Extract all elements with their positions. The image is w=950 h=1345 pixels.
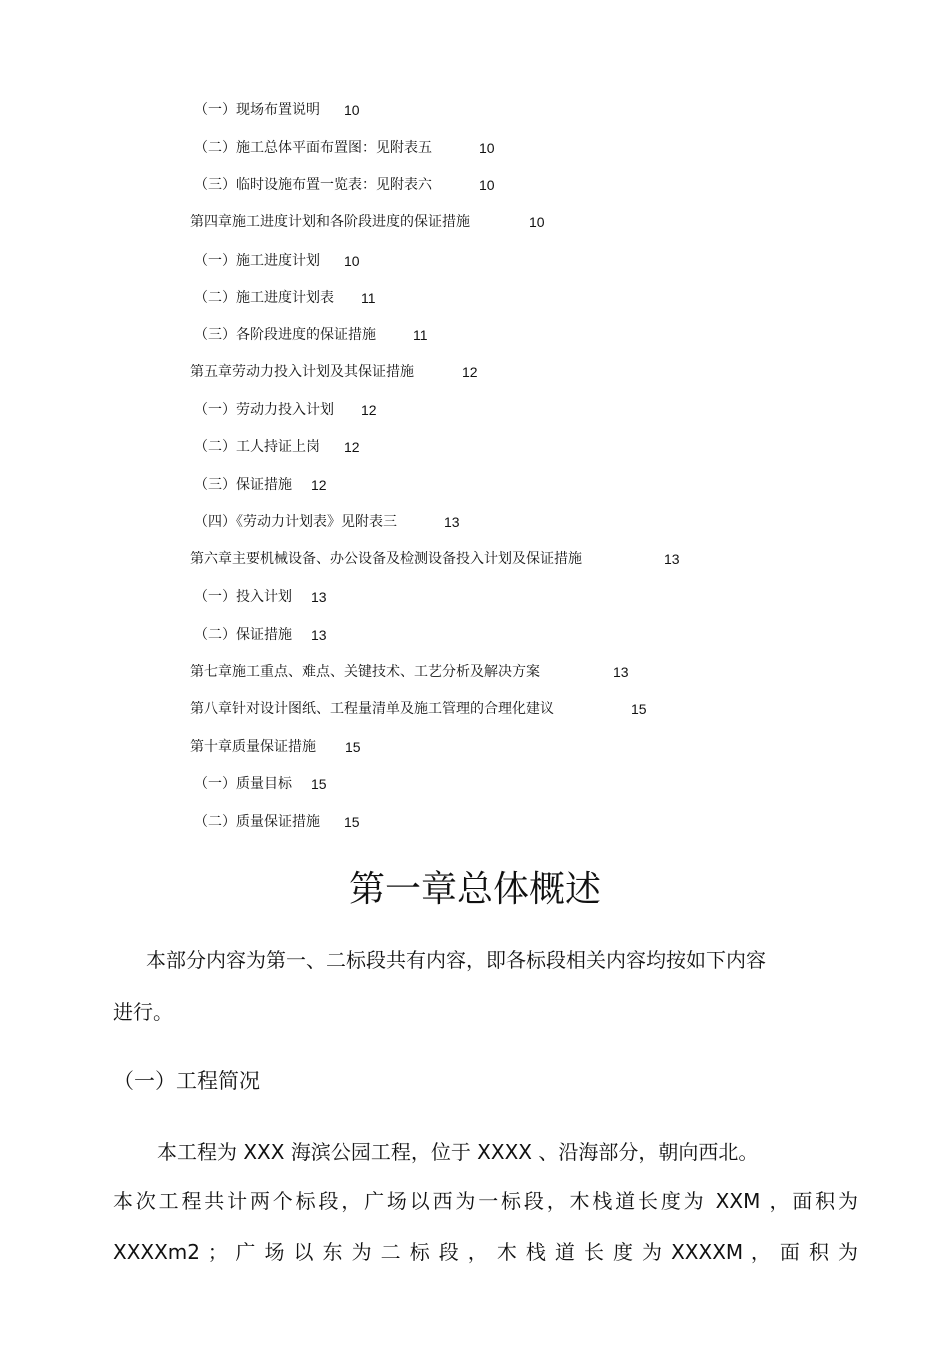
toc-entry-page: 13 [664,551,680,567]
toc-entry-text: 第八章针对设计图纸、工程量清单及施工管理的合理化建议 [190,701,554,717]
toc-entry-text: （一）投入计划 [194,589,292,605]
toc-entry-page: 12 [344,439,360,455]
toc-entry-page: 13 [311,589,327,605]
toc-entry-text: （一）现场布置说明 [194,102,320,118]
toc-entry-text: 第六章主要机械设备、办公设备及检测设备投入计划及保证措施 [190,551,582,567]
toc-entry-text: （二）保证措施 [194,627,292,643]
intro-line-2: 进行。 [113,1000,173,1024]
toc-entry-page: 12 [462,364,478,380]
toc-entry-text: （二）工人持证上岗 [194,439,320,455]
toc-entry-page: 13 [311,627,327,643]
toc-entry-text: （一）施工进度计划 [194,253,320,269]
toc-entry-page: 15 [311,776,327,792]
toc-entry-text: （三）临时设施布置一览表：见附表六 [194,177,432,193]
toc-entry-page: 15 [344,814,360,830]
toc-entry-text: （一）质量目标 [194,776,292,792]
toc-entry-page: 15 [345,739,361,755]
toc-entry-page: 10 [344,102,360,118]
toc-entry-page: 10 [344,253,360,269]
toc-entry-text: （三）保证措施 [194,477,292,493]
toc-entry-page: 10 [529,214,545,230]
toc-entry-page: 13 [444,514,460,530]
section-body-line-1: 本工程为 XXX 海滨公园工程，位于 XXXX 、沿海部分，朝向西北。 [157,1140,759,1164]
section-heading: （一）工程简况 [113,1069,260,1093]
toc-entry-page: 15 [631,701,647,717]
toc-entry-text: 第七章施工重点、难点、关键技术、工艺分析及解决方案 [190,664,540,680]
toc-entry-page: 10 [479,140,495,156]
toc-entry-text: 第五章劳动力投入计划及其保证措施 [190,364,414,380]
toc-entry-text: （二）施工总体平面布置图：见附表五 [194,140,432,156]
toc-entry-page: 11 [413,327,428,343]
toc-entry-text: 第四章施工进度计划和各阶段进度的保证措施 [190,214,470,230]
chapter-title: 第一章总体概述 [348,869,601,910]
toc-entry-page: 12 [361,402,377,418]
toc-entry-text: （二）质量保证措施 [194,814,320,830]
toc-entry-text: （三）各阶段进度的保证措施 [194,327,376,343]
toc-entry-page: 12 [311,477,327,493]
toc-entry-page: 11 [361,290,376,306]
intro-line-1: 本部分内容为第一、二标段共有内容，即各标段相关内容均按如下内容 [146,948,766,972]
section-body-line-2: 本次工程共计两个标段，广场以西为一标段，木栈道长度为 XXM ，面积为 [113,1189,858,1213]
toc-entry-text: （一）劳动力投入计划 [194,402,334,418]
toc-entry-text: （四）《劳动力计划表》见附表三 [194,514,397,530]
section-body-line-3: XXXXm2 ； 广 场 以 东 为 二 标 段 ， 木 栈 道 长 度 为 XXXXM ， 面 积 为 [113,1240,858,1264]
toc-entry-page: 10 [479,177,495,193]
toc-entry-page: 13 [613,664,629,680]
toc-entry-text: （二）施工进度计划表 [194,290,334,306]
toc-entry-text: 第十章质量保证措施 [190,739,316,755]
